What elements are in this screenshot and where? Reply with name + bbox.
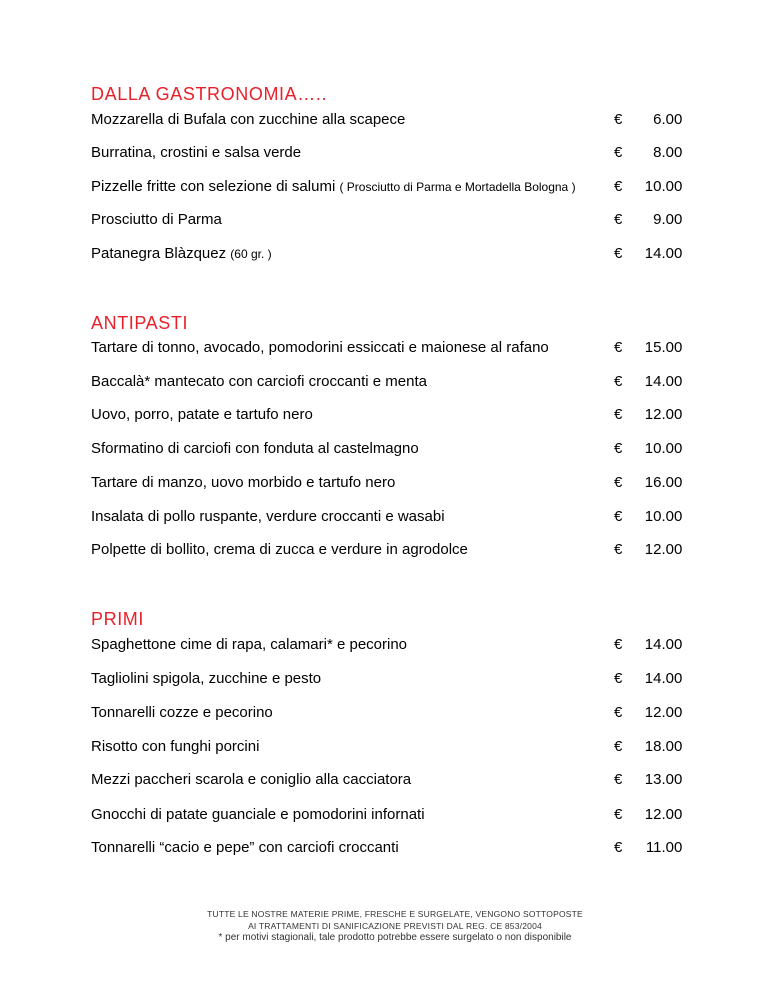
item-note: (60 gr. ) bbox=[230, 247, 272, 261]
item-price: € 10.00 bbox=[614, 440, 683, 457]
item-name: Insalata di pollo ruspante, verdure croccanti e wasabi bbox=[91, 508, 445, 525]
item-name: Gnocchi di patate guanciale e pomodorini infornati bbox=[91, 806, 425, 823]
item-price: € 9.00 bbox=[614, 211, 683, 228]
item-name: Tonnarelli “cacio e pepe” con carciofi croccanti bbox=[91, 839, 399, 856]
menu-item bbox=[91, 473, 697, 493]
menu-item bbox=[91, 770, 697, 790]
item-price: € 15.00 bbox=[614, 339, 683, 356]
menu-item bbox=[91, 805, 697, 825]
menu-item bbox=[91, 143, 697, 163]
menu-item bbox=[91, 110, 697, 130]
section-title-primi: PRIMI bbox=[91, 609, 145, 629]
item-price: € 18.00 bbox=[614, 738, 683, 755]
menu-item bbox=[91, 540, 697, 560]
item-name: Tartare di tonno, avocado, pomodorini essiccati e maionese al rafano bbox=[91, 339, 549, 356]
item-name: Burratina, crostini e salsa verde bbox=[91, 144, 302, 161]
item-name: Tonnarelli cozze e pecorino bbox=[91, 704, 273, 721]
item-price: € 13.00 bbox=[614, 771, 683, 788]
footer-note bbox=[150, 908, 640, 944]
item-name: Risotto con funghi porcini bbox=[91, 738, 260, 755]
item-name: Patanegra Blàzquez (60 gr. ) bbox=[91, 245, 272, 262]
section-title-gastronomia: DALLA GASTRONOMIA….. bbox=[91, 84, 328, 104]
item-name: Polpette di bollito, crema di zucca e verdure in agrodolce bbox=[91, 541, 468, 558]
item-name: Mezzi paccheri scarola e coniglio alla cacciatora bbox=[91, 771, 412, 788]
item-price: € 10.00 bbox=[614, 508, 683, 525]
item-name: Baccalà* mantecato con carciofi croccanti e menta bbox=[91, 373, 427, 390]
item-price: € 14.00 bbox=[614, 245, 683, 262]
menu-item bbox=[91, 405, 697, 425]
item-name: Spaghettone cime di rapa, calamari* e pecorino bbox=[91, 636, 408, 653]
footer-line: TUTTE LE NOSTRE MATERIE PRIME, FRESCHE E SURGELATE, VENGONO SOTTOPOSTE bbox=[207, 909, 583, 919]
item-name: Tartare di manzo, uovo morbido e tartufo nero bbox=[91, 474, 396, 491]
menu-item bbox=[91, 439, 697, 459]
section-title-antipasti: ANTIPASTI bbox=[91, 313, 189, 333]
item-note: ( Prosciutto di Parma e Mortadella Bologna ) bbox=[339, 180, 576, 194]
item-price: € 12.00 bbox=[614, 541, 683, 558]
item-price: € 12.00 bbox=[614, 806, 683, 823]
menu-item bbox=[91, 372, 697, 392]
menu-item bbox=[91, 737, 697, 757]
menu-item bbox=[91, 507, 697, 527]
footer-line: AI TRATTAMENTI DI SANIFICAZIONE PREVISTI DAL REG. CE 853/2004 bbox=[248, 921, 542, 931]
item-price: € 10.00 bbox=[614, 178, 683, 195]
item-price: € 16.00 bbox=[614, 474, 683, 491]
item-price: € 11.00 bbox=[614, 839, 683, 856]
menu-item bbox=[91, 703, 697, 723]
footer-disclaimer: * per motivi stagionali, tale prodotto potrebbe essere surgelato o non disponibile bbox=[218, 932, 572, 943]
item-price: € 12.00 bbox=[614, 406, 683, 423]
item-price: € 14.00 bbox=[614, 636, 683, 653]
item-name: Tagliolini spigola, zucchine e pesto bbox=[91, 670, 322, 687]
item-name: Pizzelle fritte con selezione di salumi ( Prosciutto di Parma e Mortadella Bologna ) bbox=[91, 178, 576, 195]
item-price: € 12.00 bbox=[614, 704, 683, 721]
item-name: Uovo, porro, patate e tartufo nero bbox=[91, 406, 313, 423]
item-price: € 8.00 bbox=[614, 144, 683, 161]
menu-item bbox=[91, 838, 697, 858]
item-price: € 14.00 bbox=[614, 373, 683, 390]
menu-item bbox=[91, 669, 697, 689]
menu-item bbox=[91, 210, 697, 230]
item-price: € 6.00 bbox=[614, 111, 683, 128]
item-price: € 14.00 bbox=[614, 670, 683, 687]
item-name: Mozzarella di Bufala con zucchine alla scapece bbox=[91, 111, 406, 128]
menu-item bbox=[91, 338, 697, 358]
item-name: Prosciutto di Parma bbox=[91, 211, 222, 228]
menu-item bbox=[91, 244, 697, 264]
menu-item bbox=[91, 177, 697, 197]
menu-item bbox=[91, 635, 697, 655]
item-name: Sformatino di carciofi con fonduta al castelmagno bbox=[91, 440, 419, 457]
